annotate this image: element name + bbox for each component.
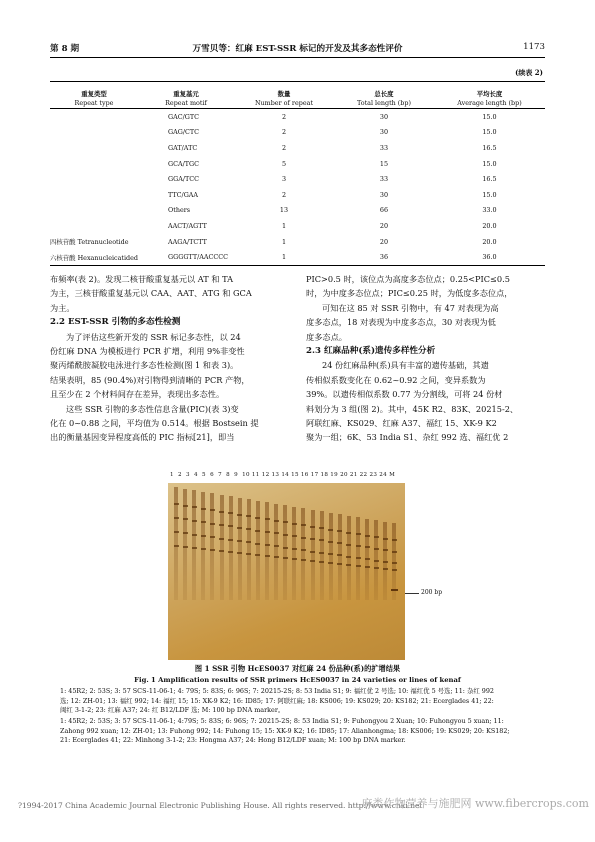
figure-legend-en [60, 717, 545, 746]
gel-band [246, 528, 251, 530]
repeat-motif-table [50, 88, 545, 265]
text-line: 传相似系数变化在 0.62~0.92 之间，变异系数为 [306, 374, 486, 385]
table-cell: 36 [379, 253, 389, 262]
gel-band [246, 515, 251, 517]
marker-leader-line [405, 593, 419, 594]
figure-caption-en: Fig. 1 Amplification results of SSR primers HcES0037 in 24 varieties or lines of kenaf [134, 676, 461, 684]
gel-band [228, 539, 233, 541]
gel-band [356, 545, 361, 547]
issue-number: 第 8 期 [50, 44, 80, 54]
gel-band [201, 535, 206, 537]
gel-band [292, 523, 297, 525]
gel-lane-labels: 1 2 3 4 5 6 7 8 9 10 11 12 13 14 15 16 17 18 19 20 21 22 23 24 M [170, 472, 396, 478]
gel-band [301, 559, 306, 561]
table-top-rule [50, 81, 545, 82]
text-line: 24 份红麻品种(系)具有丰富的遗传基础，其遗 [322, 360, 489, 371]
gel-band [228, 551, 233, 553]
gel-band [392, 569, 397, 571]
table-row [50, 109, 545, 125]
col-head-total-zh: 总长度 [374, 89, 394, 98]
gel-band [346, 544, 351, 546]
gel-lane [338, 514, 342, 600]
text-line: 聚丙烯酰胺凝胶电泳进行多态性检测(图 1 和表 3)。 [50, 360, 239, 371]
left-column-text [50, 272, 290, 445]
gel-band [328, 553, 333, 555]
table-cell: 66 [379, 206, 389, 215]
table-cell: GGGGTT/AACCCC [168, 253, 229, 262]
figure-legend-zh [60, 687, 545, 716]
gel-band [383, 549, 388, 551]
gel-band [356, 565, 361, 567]
gel-band [255, 543, 260, 545]
gel-band [265, 518, 270, 520]
legend-line: Zahong 992 xuan; 12: ZH-01; 13: Fuhong 992; 14: Fuhong 15; 15: XK-9 K2; 16: ID85; 17: Alianhongma; 18: KS006; 19: KS029; 20: KS182; [60, 726, 510, 735]
page-number: 1173 [523, 42, 545, 52]
gel-band [383, 538, 388, 540]
gel-band [310, 526, 315, 528]
gel-lane [320, 511, 324, 600]
table-row [50, 218, 545, 234]
gel-band [365, 566, 370, 568]
table-cell: GAT/ATC [168, 143, 198, 152]
gel-band [301, 537, 306, 539]
gel-band [192, 506, 197, 508]
legend-line: 21: Ecerglades 41; 22: Minhong 3-1-2; 23: Hongma A37; 24: Hong B12/LDF xuan; M: 100 bp DNA marker. [60, 736, 406, 744]
gel-band [383, 568, 388, 570]
text-line: 份红麻 DNA 为模板进行 PCR 扩增，利用 9%非变性 [50, 346, 245, 357]
gel-band [319, 561, 324, 563]
gel-band [328, 529, 333, 531]
table-cell: AACT/AGTT [168, 221, 207, 230]
table-cell: GCA/TGC [168, 159, 200, 168]
text-line: 结果表明，85 (90.4%)对引物得到清晰的 PCR 产物， [50, 374, 250, 385]
table-cell [50, 140, 138, 156]
table-cell: 2 [281, 112, 287, 121]
gel-band [365, 558, 370, 560]
table-cell [50, 218, 138, 234]
gel-band [255, 530, 260, 532]
gel-band [192, 547, 197, 549]
gel-band [356, 557, 361, 559]
table-row [50, 187, 545, 203]
gel-band [337, 554, 342, 556]
gel-band [292, 558, 297, 560]
gel-band [246, 553, 251, 555]
table-cell: 30 [379, 128, 389, 137]
col-head-type-en: Repeat type [74, 99, 114, 107]
gel-band [228, 525, 233, 527]
legend-line: 1: 45R2; 2: 53S; 3: 57 SCS-11-06-1; 4:79S; 5: 83S; 6: 96S; 7: 20215-2S; 8: 53 India S1; 9: Fuhongyou 2 Xuan; 10: Fuhongyou 5 xuan; 11: [60, 717, 504, 725]
col-head-avg-zh: 平均长度 [476, 89, 503, 98]
gel-band [183, 518, 188, 520]
gel-band [292, 535, 297, 537]
text-line: 料划分为 3 组(图 2)。其中，45K R2、83K、20215-2、 [306, 403, 519, 414]
section-heading-2-2: 2.2 EST-SSR 引物的多态性检测 [50, 317, 181, 328]
col-head-type-zh: 重复类型 [81, 89, 107, 98]
text-line: 且至少在 2 个材料间存在差异，表现出多态性。 [50, 389, 225, 400]
site-watermark: 麻类作物营养与施肥网 www.fibercrops.com [361, 797, 589, 810]
text-line: 为了评估这些新开发的 SSR 标记多态性，以 24 [66, 331, 241, 342]
gel-lane [347, 516, 351, 601]
gel-band [301, 524, 306, 526]
table-cell [50, 203, 138, 219]
running-header [50, 42, 545, 56]
col-head-motif-en: Repeat motif [165, 99, 207, 107]
legend-line: 1: 45R2; 2: 53S; 3: 57 SCS-11-06-1; 4: 79S; 5: 83S; 6: 96S; 7: 20215-2S; 8: 53 India S1; 9: 福红优 2 号选; 10: 福红优 5 号选; 11: 杂红 992 [60, 687, 494, 695]
table-cell: GGA/TCC [168, 175, 200, 184]
table-cell: 36.0 [482, 253, 497, 262]
text-line: 为主，三核苷酸重复基元以 CAA、AAT、ATG 和 GCA [50, 288, 252, 299]
gel-band [192, 520, 197, 522]
running-title: 万雪贝等：红麻 EST-SSR 标记的开发及其多态性评价 [192, 44, 403, 54]
gel-band [265, 544, 270, 546]
text-line: 度多态点。 [306, 331, 347, 342]
gel-band [237, 552, 242, 554]
text-line: 化在 0~0.88 之间，平均值为 0.514。根据 Bostsein 提 [50, 418, 259, 429]
table-row [50, 203, 545, 219]
gel-lane [256, 501, 260, 601]
table-cell: 1 [281, 237, 287, 246]
text-line: 聚为一组；6K、53 India S1、杂红 992 选、福红优 2 [306, 432, 509, 443]
table-cell: 六核苷酸 Hexanucleicatided [50, 253, 139, 262]
gel-band [228, 512, 233, 514]
table-cell [50, 156, 138, 172]
gel-band [337, 530, 342, 532]
gel-band [219, 538, 224, 540]
right-column-text [306, 272, 546, 445]
section-heading-2-3: 2.3 红麻品种(系)遗传多样性分析 [306, 346, 436, 357]
col-head-number-zh: 数量 [277, 89, 291, 98]
table-cell: 16.5 [482, 175, 497, 184]
legend-line: 闽红 3-1-2; 23: 红麻 A37; 24: 红 B12/LDF 选; M: 100 bp DNA marker。 [60, 706, 285, 714]
text-line: 39%。以遗传相似系数 0.77 为分割线，可将 24 份材 [306, 389, 503, 400]
gel-band [246, 541, 251, 543]
table-cell: 33.0 [482, 206, 497, 215]
table-row [50, 171, 545, 187]
table-cell: 1 [281, 253, 287, 262]
table-cell: 13 [279, 206, 289, 215]
gel-band [356, 533, 361, 535]
table-cell: 20 [379, 237, 389, 246]
gel-band [328, 562, 333, 564]
table-bottom-rule [50, 265, 545, 266]
table-cell: GAC/GTC [168, 112, 200, 121]
table-cell: 16.5 [482, 143, 497, 152]
table-cell: 20 [379, 221, 389, 230]
gel-band [210, 536, 215, 538]
gel-lane [311, 510, 315, 601]
table-cell: 5 [281, 159, 287, 168]
gel-band [374, 567, 379, 569]
gel-band [237, 540, 242, 542]
gel-band [337, 563, 342, 565]
gel-band [283, 521, 288, 523]
table-cell: 2 [281, 190, 287, 199]
gel-band [283, 547, 288, 549]
gel-band [392, 539, 397, 541]
text-line: 为主。 [50, 302, 75, 313]
gel-band [255, 554, 260, 556]
gel-band [319, 539, 324, 541]
text-line: 阿联红麻、KS029、红麻 A37、福红 15、XK-9 K2 [306, 418, 497, 429]
text-line: 布频率(表 2)。发现二核苷酸重复基元以 AT 和 TA [50, 274, 234, 284]
gel-band [219, 550, 224, 552]
table-cell: 15 [379, 159, 389, 168]
gel-band [201, 548, 206, 550]
gel-band [374, 536, 379, 538]
col-head-total-en: Total length (bp) [356, 99, 411, 107]
gel-band [374, 548, 379, 550]
gel-lane [301, 508, 305, 600]
table-cell: 30 [379, 112, 389, 121]
gel-band [365, 535, 370, 537]
table-continued-label: (续表 2) [515, 68, 543, 77]
table-cell: 2 [281, 143, 287, 152]
gel-band [283, 534, 288, 536]
table-row [50, 156, 545, 172]
gel-band [219, 511, 224, 513]
text-line: 可知在这 85 对 SSR 引物中，有 47 对表现为高 [322, 302, 499, 313]
gel-band [183, 532, 188, 534]
text-line: PIC>0.5 时，该位点为高度多态位点；0.25<PIC≤0.5 [306, 274, 510, 284]
gel-band [219, 524, 224, 526]
gel-band [174, 517, 179, 519]
table-cell: 15.0 [482, 190, 497, 199]
table-row [50, 249, 545, 265]
copyright-footer: ?1994-2017 China Academic Journal Electronic Publishing House. All rights reserved. http://www.cnki.net [18, 801, 423, 810]
legend-line: 选; 12: ZH-01; 13: 福红 992; 14: 福红 15; 15: XK-9 K2; 16: ID85; 17: 阿联红麻; 18: KS006; 19: KS029; 20: KS182; 21: Ecerglades 41; 22: [60, 696, 494, 705]
gel-band [174, 531, 179, 533]
table-cell: 30 [379, 190, 389, 199]
gel-band [346, 532, 351, 534]
gel-band [301, 549, 306, 551]
table-row [50, 125, 545, 141]
gel-band [392, 551, 397, 553]
gel-band [319, 552, 324, 554]
gel-band [310, 551, 315, 553]
table-cell: 15.0 [482, 159, 497, 168]
gel-band [201, 508, 206, 510]
gel-band [192, 534, 197, 536]
gel-band [265, 531, 270, 533]
gel-band [283, 557, 288, 559]
gel-band [274, 520, 279, 522]
marker-200bp-band [391, 589, 398, 591]
gel-band [237, 527, 242, 529]
table-body [50, 109, 545, 265]
gel-band [210, 509, 215, 511]
header-rule [50, 57, 545, 58]
gel-band [310, 538, 315, 540]
gel-band [237, 514, 242, 516]
col-head-avg-en: Average length (bp) [457, 99, 522, 107]
gel-lane [265, 502, 269, 600]
gel-band [310, 560, 315, 562]
table-cell: 2 [281, 128, 287, 137]
table-cell: GAG/CTC [168, 128, 200, 137]
gel-image [168, 483, 405, 660]
table-cell: 15.0 [482, 112, 497, 121]
gel-lane [283, 505, 287, 600]
gel-band [328, 541, 333, 543]
gel-band [274, 556, 279, 558]
marker-label: 200 bp [421, 589, 443, 596]
gel-lane [292, 507, 296, 601]
table-cell: AAGA/TCTT [168, 237, 207, 246]
figure-caption-zh: 图 1 SSR 引物 HcES0037 对红麻 24 份品种(系)的扩增结果 [194, 664, 401, 673]
table-cell: 3 [281, 175, 287, 184]
gel-band [374, 560, 379, 562]
gel-band [392, 562, 397, 564]
table-cell: 1 [281, 221, 287, 230]
gel-band [274, 545, 279, 547]
gel-band [174, 503, 179, 505]
table-cell: 33 [379, 175, 389, 184]
gel-band [183, 505, 188, 507]
gel-band [210, 523, 215, 525]
table-cell [50, 109, 138, 125]
gel-band [292, 548, 297, 550]
table-cell: 33 [379, 143, 389, 152]
gel-band [255, 517, 260, 519]
gel-band [337, 542, 342, 544]
text-line: 度多态点，18 对表现为中度多态点，30 对表现为低 [306, 317, 496, 328]
col-head-motif-zh: 重复基元 [173, 89, 199, 98]
table-cell: TTC/GAA [168, 190, 199, 199]
table-cell: 20.0 [482, 237, 497, 246]
table-row [50, 234, 545, 250]
gel-band [319, 527, 324, 529]
gel-band [183, 546, 188, 548]
text-line: 这些 SSR 引物的多态性信息含量(PIC)(表 3)变 [66, 403, 239, 414]
gel-band [201, 521, 206, 523]
table-cell [50, 125, 138, 141]
gel-lane [274, 504, 278, 601]
gel-band [346, 556, 351, 558]
gel-band [210, 549, 215, 551]
table-cell [50, 171, 138, 187]
gel-band [274, 532, 279, 534]
gel-band [174, 545, 179, 547]
table-cell: 15.0 [482, 128, 497, 137]
table-cell [50, 187, 138, 203]
text-line: 出的衡量基因变异程度高低的 PIC 指标[21]，即当 [50, 432, 235, 443]
table-cell: 20.0 [482, 221, 497, 230]
text-line: 时，为中度多态位点；PIC≤0.25 时，为低度多态位点， [306, 288, 513, 299]
col-head-number-en: Number of repeat [254, 99, 314, 107]
gel-band [265, 555, 270, 557]
table-cell: 四核苷酸 Tetranucleotide [50, 238, 129, 247]
gel-band [365, 546, 370, 548]
table-cell: Others [168, 206, 191, 215]
gel-lane [329, 513, 333, 601]
gel-band [346, 564, 351, 566]
table-row [50, 140, 545, 156]
gel-band [383, 561, 388, 563]
